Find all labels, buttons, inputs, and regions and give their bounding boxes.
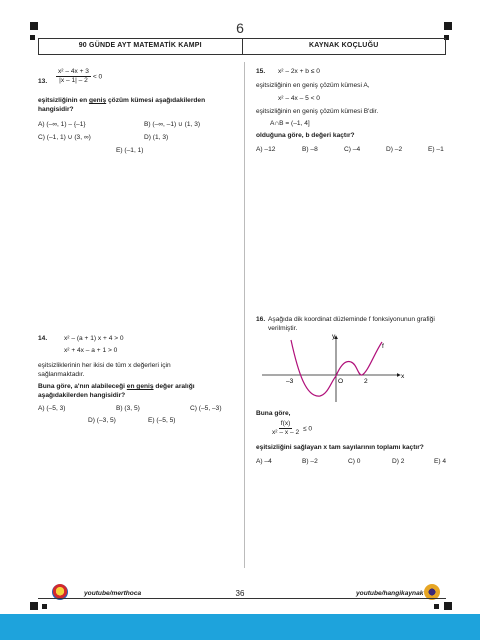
- q15-prompt: olduğuna göre, b değeri kaçtır?: [256, 132, 355, 139]
- q15-option-a[interactable]: A) –12: [256, 146, 276, 153]
- tick-label: –3: [286, 378, 294, 385]
- origin-label: O: [338, 378, 344, 385]
- q16-inequality: [270, 420, 312, 437]
- q15-option-c[interactable]: C) –4: [344, 146, 361, 153]
- question-14: [38, 335, 238, 435]
- q15-option-b[interactable]: B) –8: [302, 146, 318, 153]
- q15-text-1: eşitsizliğinin en geniş çözüm kümesi A,: [256, 82, 370, 89]
- q14-text-1: eşitsizliklerinin her ikisi de tüm x değerleri için: [38, 362, 171, 369]
- q13-numerator: x² – 4x + 3: [56, 68, 91, 77]
- q16-buna: Buna göre,: [256, 410, 291, 417]
- q14-equation-1: x² – (a + 1) x + 4 > 0: [64, 335, 124, 342]
- header-right-title: KAYNAK KOÇLUĞU: [309, 42, 379, 50]
- x-axis-label: x: [401, 373, 405, 380]
- header-left-title: 90 GÜNDE AYT MATEMATİK KAMPI: [78, 42, 202, 50]
- q14-prompt-2: aşağıdakilerden hangisidir?: [38, 392, 126, 399]
- q14-option-e[interactable]: E) (–5, 5): [148, 417, 176, 424]
- q16-option-c[interactable]: C) 0: [348, 458, 361, 465]
- f-label: f: [382, 343, 384, 350]
- q14-prompt: Buna göre, a'nın alabileceği en geniş değer aralığı: [38, 383, 195, 390]
- question-number: 15.: [256, 68, 266, 75]
- footer-left-link[interactable]: youtube/merthoca: [84, 590, 142, 597]
- q13-relation: < 0: [92, 73, 103, 81]
- q16-relation: ≤ 0: [302, 425, 313, 433]
- q13-option-b[interactable]: B) (–∞, –1) ∪ (1, 3): [144, 121, 201, 128]
- question-13: [38, 68, 238, 188]
- question-15: [256, 68, 456, 158]
- q14-option-a[interactable]: A) (–5, 3): [38, 405, 66, 412]
- q14-text-2: sağlanmaktadır.: [38, 371, 85, 378]
- q15-equation-1: x² – 2x + b ≤ 0: [278, 68, 320, 75]
- footer-rule: [38, 598, 446, 599]
- q15-text-2: eşitsizliğinin en geniş çözüm kümesi B'dir.: [256, 108, 379, 115]
- q13-prompt: eşitsizliğinin en geniş çözüm kümesi aşağıdakilerden: [38, 97, 206, 104]
- q13-prompt-2: hangisidir?: [38, 106, 74, 113]
- q16-text-2: verilmiştir.: [268, 325, 298, 332]
- q15-option-d[interactable]: D) –2: [386, 146, 403, 153]
- q15-equation-3: A∩B = (–1, 4]: [270, 120, 310, 127]
- corner-square: [42, 604, 47, 609]
- q16-numerator: f(x): [279, 420, 293, 429]
- q15-equation-2: x² – 4x – 5 < 0: [278, 95, 320, 102]
- question-number: 13.: [38, 78, 48, 85]
- y-axis-label: y: [332, 333, 336, 340]
- bottom-color-band: [0, 614, 480, 640]
- q16-denominator: x² – x – 2: [272, 429, 300, 437]
- page-number-top: 6: [236, 20, 244, 36]
- q16-text-1: Aşağıda dik koordinat düzleminde f fonksiyonunun grafiği: [268, 316, 435, 323]
- q16-option-a[interactable]: A) –4: [256, 458, 272, 465]
- q14-option-d[interactable]: D) (–3, 5): [88, 417, 116, 424]
- tick-label: 2: [364, 378, 368, 385]
- q14-option-b[interactable]: B) (3, 5): [116, 405, 140, 412]
- q13-option-e[interactable]: E) (–1, 1): [116, 147, 144, 154]
- q16-option-b[interactable]: B) –2: [302, 458, 318, 465]
- column-divider: [244, 62, 245, 568]
- q14-option-c[interactable]: C) (–5, –3): [190, 405, 222, 412]
- f-curve: [291, 340, 382, 396]
- q14-equation-2: x² + 4x – a + 1 > 0: [64, 347, 118, 354]
- q13-inequality: [56, 68, 102, 85]
- question-number: 14.: [38, 335, 48, 342]
- footer-page-number: 36: [235, 589, 245, 598]
- q15-option-e[interactable]: E) –1: [428, 146, 444, 153]
- q13-option-d[interactable]: D) (1, 3): [144, 134, 169, 141]
- function-graph: [258, 332, 408, 404]
- q16-option-d[interactable]: D) 2: [392, 458, 405, 465]
- page-header: [38, 38, 446, 55]
- question-number: 16.: [256, 316, 266, 323]
- question-16: [256, 316, 466, 476]
- corner-square: [434, 604, 439, 609]
- corner-square: [30, 602, 38, 610]
- q16-option-e[interactable]: E) 4: [434, 458, 447, 465]
- q16-prompt: eşitsizliğini sağlayan x tam sayılarının toplamı kaçtır?: [256, 444, 424, 451]
- footer-right-link[interactable]: youtube/hangikaynak: [356, 590, 424, 597]
- q13-denominator: |x – 1| – 2: [59, 77, 88, 85]
- q13-option-a[interactable]: A) (–∞, 1) – {–1}: [38, 121, 86, 128]
- corner-square: [444, 602, 452, 610]
- q13-option-c[interactable]: C) (–1, 1) ∪ (3, ∞): [38, 134, 91, 141]
